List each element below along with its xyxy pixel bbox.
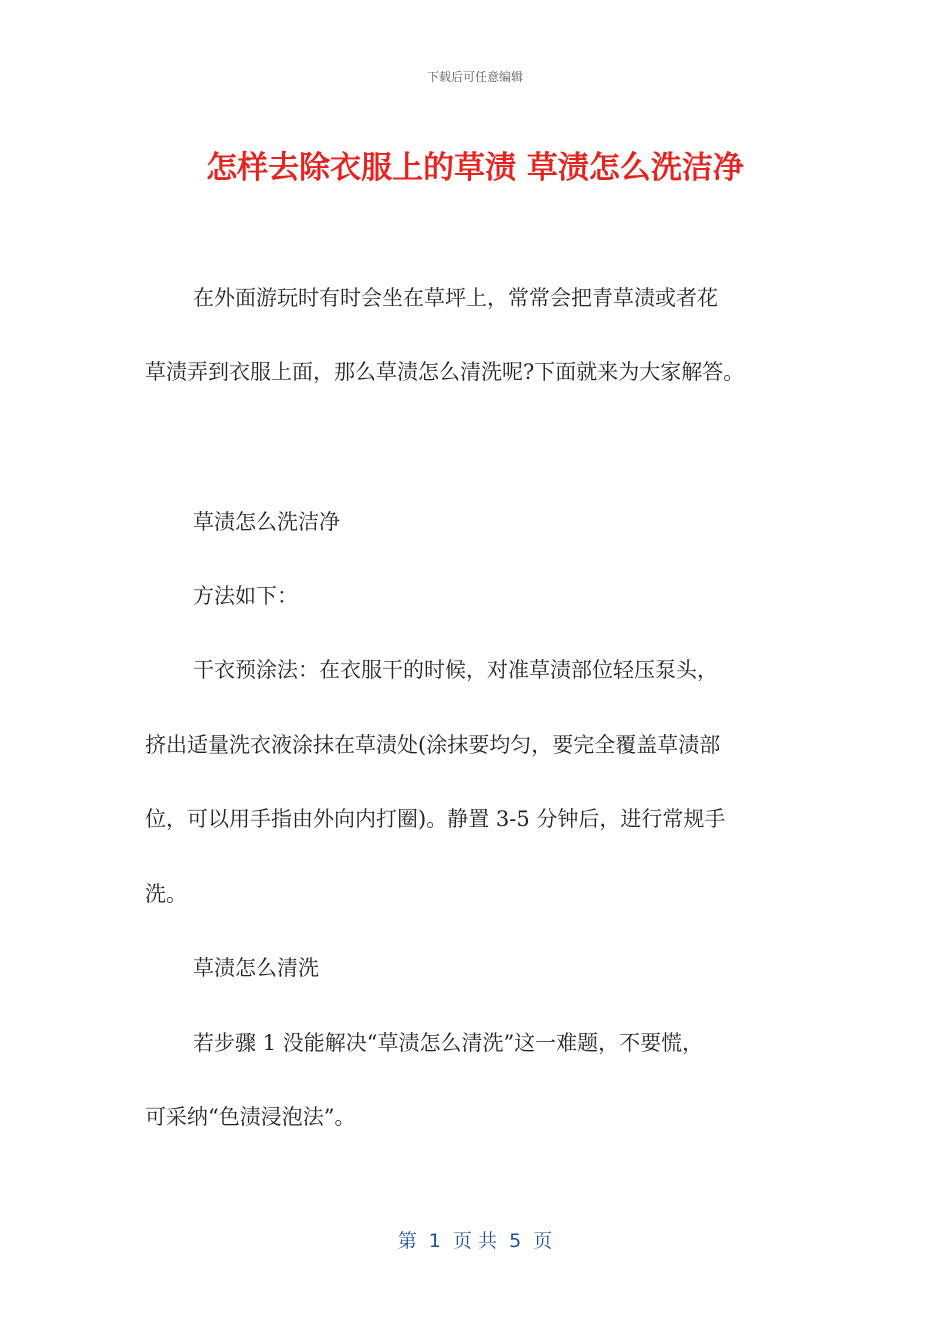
paragraph-line: 洗。 bbox=[145, 882, 187, 906]
section-heading: 草渍怎么清洗 bbox=[193, 956, 319, 980]
header-note: 下载后可任意编辑 bbox=[426, 70, 523, 84]
paragraph-line: 若步骤 1 没能解决“草渍怎么清洗”这一难题，不要慌， bbox=[193, 1031, 704, 1055]
paragraph-line: 草渍弄到衣服上面，那么草渍怎么清洗呢?下面就来为大家解答。 bbox=[145, 360, 745, 384]
section-heading: 草渍怎么洗洁净 bbox=[193, 510, 340, 534]
paragraph-line: 在外面游玩时有时会坐在草坪上，常常会把青草渍或者花 bbox=[193, 286, 718, 310]
paragraph-line: 挤出适量洗衣液涂抹在草渍处(涂抹要均匀，要完全覆盖草渍部 bbox=[145, 733, 721, 757]
paragraph-line: 位，可以用手指由外向内打圈)。静置 3-5 分钟后，进行常规手 bbox=[145, 807, 726, 831]
paragraph-line: 方法如下： bbox=[193, 584, 298, 608]
page-title: 怎样去除衣服上的草渍 草渍怎么洗洁净 bbox=[206, 150, 744, 186]
page-footer: 第 1 页 共 5 页 bbox=[397, 1230, 553, 1252]
paragraph-line: 干衣预涂法：在衣服干的时候，对准草渍部位轻压泵头， bbox=[193, 658, 718, 682]
paragraph-line: 可采纳“色渍浸泡法”。 bbox=[145, 1105, 356, 1129]
